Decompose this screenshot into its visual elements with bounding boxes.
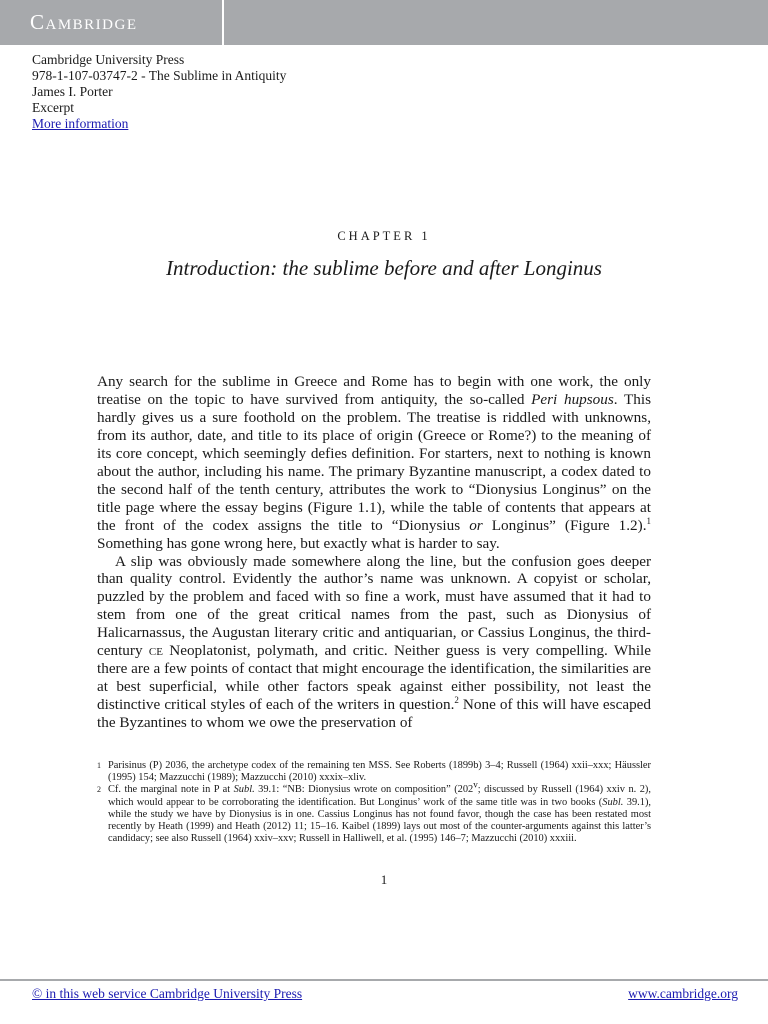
footnote-1	[97, 760, 651, 784]
isbn-title: 978-1-107-03747-2 - The Sublime in Antiquity	[32, 68, 287, 83]
website-link[interactable]: www.cambridge.org	[628, 986, 738, 1001]
book-metadata	[32, 52, 286, 132]
footer	[32, 986, 738, 1002]
paragraph-1-text-d: Something has gone wrong here, but exactly what is harder to say.	[97, 534, 500, 552]
footnote-2-text-d: 39.1), while the study we have by Dionysius is in one. Cassius Longinus has not found favor, though the case has been restated most recently by Heath (1999) and Heath (2012) 11; 15–16. Kaibel (1899) lays out most of the counter-arguments against this latter’s candidacy; see also Russell (1964) xxiv–xxv; Russell in Halliwell, et al. (1995) 146–7; Mazzucchi (2010) xxxiii.	[108, 796, 651, 845]
footnote-ref-1[interactable]: 1	[646, 515, 651, 526]
footnote-1-text: Parisinus (P) 2036, the archetype codex of the remaining ten MSS. See Roberts (1899b) 3–4; Russell (1964) xxii–xxx; Häussler (1995) 154; Mazzucchi (1989); Mazzucchi (2010) xxxix–xliv.	[108, 760, 651, 784]
page-number: 1	[380, 872, 388, 887]
footnote-2-italic-b: Subl.	[602, 796, 624, 808]
era-abbreviation: ce	[148, 642, 163, 660]
paragraph-1-italic-or: or	[469, 516, 483, 534]
footnote-1-number: 1	[97, 761, 101, 770]
body-text	[97, 373, 651, 732]
cambridge-logo: Cambridge	[30, 10, 138, 34]
footnote-2	[97, 779, 651, 845]
footnote-2-superscript: v	[473, 779, 478, 790]
copyright-link[interactable]: © in this web service Cambridge University Press	[32, 986, 303, 1001]
footnotes	[97, 760, 651, 845]
header-divider	[222, 0, 224, 45]
footnote-ref-2[interactable]: 2	[454, 695, 459, 706]
footnote-2-text-a: Cf. the marginal note in P at	[108, 784, 234, 796]
author-name: James I. Porter	[32, 84, 113, 99]
paragraph-2-text-c: None of this will have escaped the Byzantines to whom we owe the preservation of	[97, 696, 651, 732]
paragraph-1-text-c: Longinus” (Figure 1.2).	[482, 516, 647, 534]
paragraph-1-text-b: . This hardly gives us a sure foothold on the problem. The treatise is riddled with unknowns, from its author, date, and title to its place of origin (Greece or Rome?) to the meaning of its core concept, which seemingly defies definition. For starters, next to nothing is known about the author, including his name. The primary Byzantine manuscript, a codex dated to the second half of the tenth century, attributes the work to “Dionysius Longinus” on the title page where the essay begins (Figure 1.1), while the table of contents that appears at the front of the codex assigns the title to “Dionysius	[97, 390, 651, 534]
footnote-2-text-c: ; discussed by Russell (1964) xxiv n. 2), which would appear to be corroborating the identification. But Longinus’ work of the same title was in two books (	[108, 784, 651, 808]
document-type: Excerpt	[32, 100, 74, 115]
footer-rule	[0, 979, 768, 981]
peri-hupsous-title: Peri hupsous	[531, 390, 614, 408]
footnote-2-italic-a: Subl.	[233, 784, 255, 796]
paragraph-2-text-a: A slip was obviously made somewhere along the line, but the confusion goes deeper than quality control. Evidently the author’s name was unknown. A copyist or scholar, puzzled by the problem and faced with so fine a work, must have assumed that it had to stem from one of the great critical names from the past, such as Dionysius of Halicarnassus, the Augustan literary critic and antiquarian, or Cassius Longinus, the third-century	[97, 552, 651, 660]
publisher-name: Cambridge University Press	[32, 52, 185, 67]
footnote-2-text-b: 39.1: “NB: Dionysius wrote on composition” (202	[254, 784, 474, 796]
paragraph-2-text-b: Neoplatonist, polymath, and critic. Neither guess is very compelling. While there are a few points of contact that might encourage the identification, the similarities are at best superficial, while other factors speak against either possibility, not least the distinctive critical styles of each of the writers in question.	[97, 642, 651, 714]
paragraph-1-text-a: Any search for the sublime in Greece and Rome has to begin with one work, the only treatise on the topic to have survived from antiquity, the so-called	[97, 373, 651, 408]
paragraph-1	[97, 373, 651, 553]
chapter-title: Introduction: the sublime before and after Longinus	[166, 256, 602, 280]
more-information-link[interactable]: More information	[32, 116, 129, 131]
chapter-label: CHAPTER 1	[337, 229, 431, 243]
footnote-2-number: 2	[97, 785, 101, 795]
paragraph-2	[97, 553, 651, 733]
